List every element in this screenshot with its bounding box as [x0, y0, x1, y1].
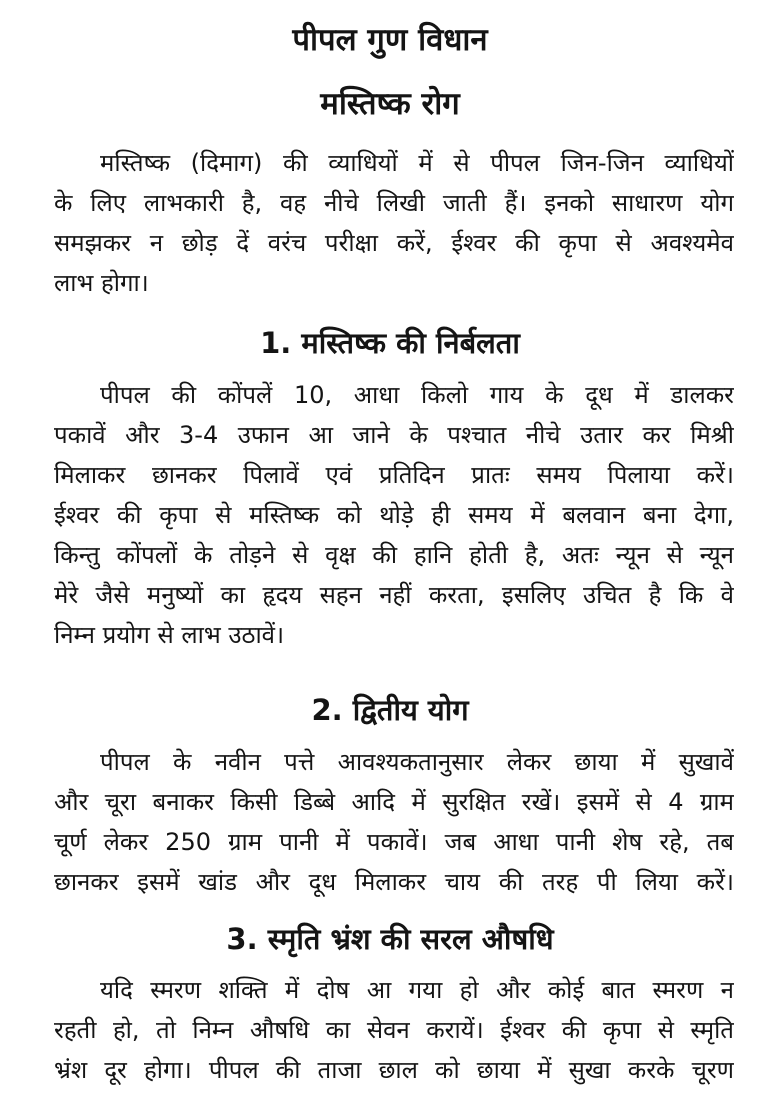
section-3-paragraph	[54, 970, 734, 1090]
text-line: यदि स्मरण शक्ति में दोष आ गया हो और कोई बात स्मरण न	[100, 976, 734, 1004]
text-line: के लिए लाभकारी है, वह नीचे लिखी जाती हैं। इनको साधारण योग	[54, 189, 734, 217]
section-1-paragraph	[54, 375, 734, 655]
text-line: भ्रंश दूर होगा। पीपल की ताजा छाल को छाया में सुखा करके चूरण	[54, 1056, 734, 1084]
text-line: छानकर इसमें खांड और दूध मिलाकर चाय की तरह पी लिया करें।	[54, 868, 734, 896]
text-line: समझकर न छोड़ दें वरंच परीक्षा करें, ईश्वर की कृपा से अवश्यमेव	[54, 229, 734, 257]
text-line: लाभ होगा।	[54, 269, 149, 297]
page-title: पीपल गुण विधान	[292, 22, 488, 58]
intro-paragraph	[54, 143, 734, 303]
text-line: और चूरा बनाकर किसी डिब्बे आदि में सुरक्षित रखें। इसमें से 4 ग्राम	[54, 788, 734, 816]
text-line: पकावें और 3-4 उफान आ जाने के पश्चात नीचे उतार कर मिश्री	[54, 421, 734, 449]
page-subtitle: मस्तिष्क रोग	[320, 86, 460, 122]
text-line: मेरे जैसे मनुष्यों का हृदय सहन नहीं करता, इसलिए उचित है कि वे	[54, 581, 734, 609]
text-line: निम्न प्रयोग से लाभ उठावें।	[54, 621, 285, 649]
text-line: चूर्ण लेकर 250 ग्राम पानी में पकावें। जब आधा पानी शेष रहे, तब	[54, 828, 734, 856]
text-line: रहती हो, तो निम्न औषधि का सेवन करायें। ईश्वर की कृपा से स्मृति	[54, 1016, 734, 1044]
section-heading-1: 1. मस्तिष्क की निर्बलता	[260, 326, 520, 360]
section-2-paragraph	[54, 742, 734, 902]
text-line: ईश्वर की कृपा से मस्तिष्क को थोड़े ही समय में बलवान बना देगा,	[54, 501, 734, 529]
section-heading-2: 2. द्वितीय योग	[311, 693, 469, 727]
section-heading-3: 3. स्मृति भ्रंश की सरल औषधि	[226, 922, 554, 956]
text-line: पीपल की कोंपलें 10, आधा किलो गाय के दूध में डालकर	[100, 381, 734, 409]
text-line: मस्तिष्क (दिमाग) की व्याधियों में से पीपल जिन-जिन व्याधियों	[100, 149, 734, 177]
text-line: किन्तु कोंपलों के तोड़ने से वृक्ष की हानि होती है, अतः न्यून से न्यून	[54, 541, 734, 569]
text-line: पीपल के नवीन पत्ते आवश्यकतानुसार लेकर छाया में सुखावें	[100, 748, 734, 776]
text-line: मिलाकर छानकर पिलावें एवं प्रतिदिन प्रातः समय पिलाया करें।	[54, 461, 734, 489]
